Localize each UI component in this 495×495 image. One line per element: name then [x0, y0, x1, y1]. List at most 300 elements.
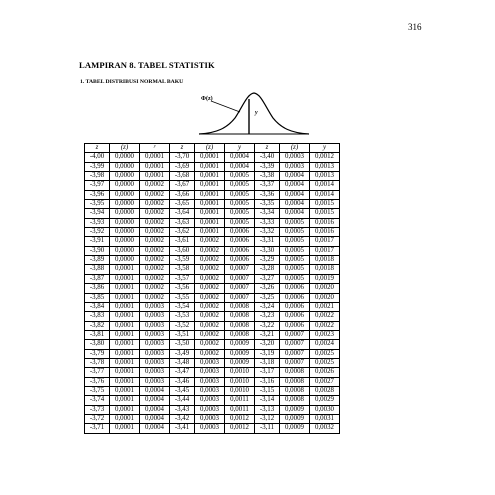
table-row [85, 162, 340, 171]
table-cell: 0,0006 [280, 321, 310, 330]
table-cell: -3,59 [170, 256, 195, 265]
table-cell: 0,0000 [110, 190, 140, 199]
table-row [85, 386, 340, 395]
table-cell: -3,23 [255, 312, 280, 321]
table-cell: 0,0002 [195, 256, 225, 265]
table-cell: 0,0013 [310, 162, 340, 171]
table-cell: 0,0022 [310, 321, 340, 330]
table-cell: 0,0005 [280, 237, 310, 246]
table-cell: 0,0019 [310, 274, 340, 283]
table-cell: 0,0005 [280, 256, 310, 265]
table-cell: -3,32 [255, 228, 280, 237]
table-cell: 0,0005 [280, 246, 310, 255]
table-cell: 0,0003 [140, 321, 170, 330]
table-cell: 0,0012 [225, 414, 255, 423]
table-cell: 0,0011 [225, 405, 255, 414]
table-cell: 0,0008 [225, 312, 255, 321]
table-cell: -3,70 [170, 153, 195, 162]
table-cell: 0,0005 [225, 209, 255, 218]
table-cell: -3,31 [255, 237, 280, 246]
table-cell: 0,0007 [280, 349, 310, 358]
table-cell: 0,0000 [110, 246, 140, 255]
table-cell: 0,0014 [310, 190, 340, 199]
table-cell: 0,0007 [225, 284, 255, 293]
table-cell: 0,0003 [140, 358, 170, 367]
table-cell: 0,0032 [310, 424, 340, 433]
table-cell: 0,0029 [310, 396, 340, 405]
table-cell: -3,16 [255, 377, 280, 386]
table-cell: 0,0008 [225, 330, 255, 339]
table-cell: 0,0001 [110, 377, 140, 386]
table-cell: 0,0017 [310, 237, 340, 246]
section-subtitle: 1. TABEL DISTRIBUSI NORMAL BAKU [80, 79, 184, 85]
table-row [85, 274, 340, 283]
table-cell: 0,0001 [110, 312, 140, 321]
table-cell: 0,0004 [225, 162, 255, 171]
table-cell: 0,0006 [225, 246, 255, 255]
table-cell: 0,0006 [225, 237, 255, 246]
table-cell: 0,0003 [195, 368, 225, 377]
column-header-y-header-1: ʸ [140, 144, 170, 153]
y-label: y [255, 110, 258, 116]
table-cell: 0,0025 [310, 358, 340, 367]
table-cell: 0,0002 [140, 237, 170, 246]
table-cell: 0,0010 [225, 368, 255, 377]
table-cell: 0,0003 [195, 396, 225, 405]
table-cell: 0,0005 [280, 274, 310, 283]
table-cell: 0,0009 [280, 405, 310, 414]
table-cell: 0,0001 [140, 162, 170, 171]
table-cell: 0,0005 [225, 200, 255, 209]
table-cell: -3,84 [85, 302, 110, 311]
table-cell: 0,0003 [195, 414, 225, 423]
table-cell: 0,0001 [140, 153, 170, 162]
table-cell: 0,0004 [140, 386, 170, 395]
table-cell: -3,63 [170, 218, 195, 227]
table-cell: 0,0001 [110, 321, 140, 330]
table-cell: -3,71 [85, 424, 110, 433]
table-cell: 0,0001 [110, 386, 140, 395]
table-cell: -3,95 [85, 200, 110, 209]
table-cell: 0,0003 [140, 368, 170, 377]
table-cell: -3,14 [255, 396, 280, 405]
normal-distribution-table [84, 143, 340, 434]
table-cell: 0,0020 [310, 293, 340, 302]
table-cell: 0,0005 [280, 218, 310, 227]
table-cell: 0,0002 [195, 284, 225, 293]
table-cell: 0,0015 [310, 209, 340, 218]
table-cell: -3,62 [170, 228, 195, 237]
table-cell: 0,0009 [225, 340, 255, 349]
table-row [85, 153, 340, 162]
table-cell: -3,42 [170, 414, 195, 423]
table-cell: -3,51 [170, 330, 195, 339]
table-cell: -3,99 [85, 162, 110, 171]
table-cell: 0,0002 [140, 181, 170, 190]
table-cell: -3,87 [85, 274, 110, 283]
column-header-phi-header-2: (z) [195, 144, 225, 153]
table-cell: 0,0000 [110, 256, 140, 265]
table-cell: 0,0010 [225, 386, 255, 395]
table-cell: -3,34 [255, 209, 280, 218]
table-row [85, 284, 340, 293]
table-row [85, 209, 340, 218]
table-cell: -3,66 [170, 190, 195, 199]
table-cell: -3,49 [170, 349, 195, 358]
table-cell: 0,0006 [280, 302, 310, 311]
table-cell: -3,13 [255, 405, 280, 414]
table-cell: 0,0002 [195, 312, 225, 321]
table-header-row [85, 144, 340, 153]
table-row [85, 349, 340, 358]
table-cell: 0,0005 [280, 228, 310, 237]
page-number: 316 [408, 22, 422, 32]
table-cell: 0,0008 [225, 321, 255, 330]
table-cell: 0,0003 [140, 330, 170, 339]
table-cell: -3,36 [255, 190, 280, 199]
table-cell: -3,94 [85, 209, 110, 218]
table-cell: -3,26 [255, 284, 280, 293]
table-cell: 0,0003 [195, 377, 225, 386]
table-cell: 0,0001 [195, 162, 225, 171]
table-row [85, 321, 340, 330]
table-row [85, 312, 340, 321]
table-cell: 0,0002 [195, 340, 225, 349]
table-cell: 0,0024 [310, 340, 340, 349]
table-cell: 0,0001 [195, 190, 225, 199]
table-cell: 0,0001 [195, 172, 225, 181]
table-cell: 0,0002 [140, 200, 170, 209]
table-cell: 0,0002 [195, 321, 225, 330]
table-cell: 0,0000 [110, 153, 140, 162]
table-cell: 0,0002 [140, 246, 170, 255]
table-cell: -3,88 [85, 265, 110, 274]
table-cell: -3,89 [85, 256, 110, 265]
table-cell: 0,0001 [110, 265, 140, 274]
table-cell: 0,0001 [110, 284, 140, 293]
table-cell: -3,39 [255, 162, 280, 171]
table-cell: 0,0008 [280, 386, 310, 395]
table-cell: 0,0005 [225, 190, 255, 199]
table-cell: -3,78 [85, 358, 110, 367]
table-cell: -3,80 [85, 340, 110, 349]
table-cell: 0,0002 [140, 274, 170, 283]
table-cell: -3,20 [255, 340, 280, 349]
table-cell: 0,0004 [280, 181, 310, 190]
table-row [85, 414, 340, 423]
table-cell: -3,45 [170, 386, 195, 395]
table-cell: 0,0001 [110, 396, 140, 405]
table-row [85, 302, 340, 311]
table-cell: 0,0006 [280, 312, 310, 321]
table-cell: -3,35 [255, 200, 280, 209]
table-cell: 0,0027 [310, 377, 340, 386]
table-cell: 0,0001 [110, 274, 140, 283]
table-cell: -3,72 [85, 414, 110, 423]
table-cell: 0,0005 [225, 172, 255, 181]
table-cell: 0,0026 [310, 368, 340, 377]
table-row [85, 340, 340, 349]
column-header-y-header-3: y [310, 144, 340, 153]
table-cell: -3,91 [85, 237, 110, 246]
table-cell: 0,0021 [310, 302, 340, 311]
table-cell: -3,21 [255, 330, 280, 339]
table-cell: -3,85 [85, 293, 110, 302]
table-cell: 0,0001 [110, 293, 140, 302]
table-cell: 0,0005 [280, 265, 310, 274]
table-cell: -3,27 [255, 274, 280, 283]
table-cell: 0,0003 [140, 340, 170, 349]
table-cell: -3,82 [85, 321, 110, 330]
table-cell: -3,77 [85, 368, 110, 377]
table-cell: 0,0002 [195, 237, 225, 246]
table-cell: 0,0002 [195, 274, 225, 283]
table-cell: 0,0008 [280, 368, 310, 377]
column-header-z-header-1: z [85, 144, 110, 153]
table-cell: 0,0002 [140, 228, 170, 237]
table-cell: -3,64 [170, 209, 195, 218]
table-cell: 0,0004 [280, 172, 310, 181]
table-cell: 0,0002 [140, 265, 170, 274]
table-cell: 0,0002 [195, 246, 225, 255]
table-cell: 0,0004 [140, 414, 170, 423]
table-cell: 0,0010 [225, 377, 255, 386]
table-body [85, 153, 340, 433]
table-cell: -3,24 [255, 302, 280, 311]
table-cell: 0,0001 [110, 368, 140, 377]
table-cell: -4,00 [85, 153, 110, 162]
table-cell: -3,47 [170, 368, 195, 377]
table-cell: 0,0002 [140, 256, 170, 265]
table-cell: 0,0006 [225, 228, 255, 237]
table-cell: -3,28 [255, 265, 280, 274]
table-cell: 0,0016 [310, 228, 340, 237]
table-cell: 0,0003 [195, 358, 225, 367]
table-row [85, 190, 340, 199]
table-cell: 0,0003 [195, 405, 225, 414]
table-cell: 0,0000 [110, 228, 140, 237]
table-cell: 0,0004 [280, 209, 310, 218]
table-row [85, 293, 340, 302]
table-cell: 0,0001 [110, 349, 140, 358]
table-cell: 0,0000 [110, 200, 140, 209]
table-cell: 0,0002 [140, 218, 170, 227]
table-cell: 0,0000 [110, 237, 140, 246]
table-cell: -3,40 [255, 153, 280, 162]
table-cell: -3,30 [255, 246, 280, 255]
table-row [85, 424, 340, 433]
table-cell: 0,0007 [280, 358, 310, 367]
table-cell: -3,90 [85, 246, 110, 255]
table-cell: 0,0001 [195, 209, 225, 218]
table-row [85, 228, 340, 237]
table-cell: 0,0031 [310, 414, 340, 423]
table-cell: 0,0004 [280, 190, 310, 199]
table-cell: 0,0015 [310, 200, 340, 209]
table-cell: -3,22 [255, 321, 280, 330]
table-row [85, 405, 340, 414]
table-cell: 0,0006 [225, 256, 255, 265]
table-cell: -3,44 [170, 396, 195, 405]
column-header-phi-header-1: (z) [110, 144, 140, 153]
table-cell: 0,0002 [195, 265, 225, 274]
table-cell: 0,0001 [195, 181, 225, 190]
table-cell: 0,0001 [110, 424, 140, 433]
table-cell: 0,0004 [225, 153, 255, 162]
table-cell: -3,41 [170, 424, 195, 433]
table-row [85, 265, 340, 274]
table-row [85, 358, 340, 367]
table-cell: 0,0001 [195, 228, 225, 237]
table-cell: 0,0012 [310, 153, 340, 162]
table-cell: 0,0001 [110, 405, 140, 414]
table-cell: 0,0006 [280, 284, 310, 293]
table-cell: 0,0003 [195, 424, 225, 433]
table-cell: -3,12 [255, 414, 280, 423]
table-cell: 0,0006 [280, 293, 310, 302]
table-cell: -3,56 [170, 284, 195, 293]
table-cell: 0,0003 [140, 377, 170, 386]
table-cell: -3,46 [170, 377, 195, 386]
table-cell: 0,0007 [280, 330, 310, 339]
table-cell: -3,98 [85, 172, 110, 181]
table-cell: -3,92 [85, 228, 110, 237]
table-cell: 0,0001 [110, 302, 140, 311]
table-cell: -3,11 [255, 424, 280, 433]
column-header-phi-header-3: (z) [280, 144, 310, 153]
table-cell: -3,83 [85, 312, 110, 321]
table-cell: 0,0017 [310, 246, 340, 255]
table-cell: -3,97 [85, 181, 110, 190]
table-cell: 0,0013 [310, 172, 340, 181]
table-cell: -3,37 [255, 181, 280, 190]
table-row [85, 181, 340, 190]
table-cell: -3,58 [170, 265, 195, 274]
table-cell: 0,0009 [280, 414, 310, 423]
table-cell: -3,79 [85, 349, 110, 358]
table-cell: 0,0008 [280, 377, 310, 386]
table-cell: -3,68 [170, 172, 195, 181]
table-row [85, 396, 340, 405]
table-cell: 0,0028 [310, 386, 340, 395]
table-cell: 0,0002 [195, 293, 225, 302]
table-cell: -3,38 [255, 172, 280, 181]
table-cell: 0,0012 [225, 424, 255, 433]
table-cell: 0,0016 [310, 218, 340, 227]
table-cell: 0,0003 [195, 386, 225, 395]
table-cell: 0,0002 [195, 349, 225, 358]
table-cell: -3,67 [170, 181, 195, 190]
table-cell: 0,0001 [110, 358, 140, 367]
table-cell: 0,0001 [140, 172, 170, 181]
table-cell: 0,0030 [310, 405, 340, 414]
table-cell: -3,76 [85, 377, 110, 386]
table-cell: -3,69 [170, 162, 195, 171]
normal-curve-figure [197, 88, 311, 136]
table-cell: 0,0003 [280, 162, 310, 171]
table-cell: 0,0022 [310, 312, 340, 321]
column-header-z-header-3: z [255, 144, 280, 153]
table-cell: -3,52 [170, 321, 195, 330]
table-cell: 0,0004 [140, 424, 170, 433]
table-cell: -3,75 [85, 386, 110, 395]
table-cell: 0,0002 [195, 330, 225, 339]
table-cell: 0,0002 [140, 293, 170, 302]
table-cell: 0,0001 [110, 330, 140, 339]
table-cell: -3,18 [255, 358, 280, 367]
table-cell: 0,0001 [195, 218, 225, 227]
table-cell: 0,0023 [310, 330, 340, 339]
table-cell: -3,65 [170, 200, 195, 209]
table-cell: 0,0002 [140, 190, 170, 199]
table-cell: 0,0001 [110, 414, 140, 423]
table-cell: 0,0009 [225, 358, 255, 367]
phi-label: Φ(z) [201, 96, 213, 102]
table-cell: 0,0025 [310, 349, 340, 358]
table-cell: -3,93 [85, 218, 110, 227]
table-cell: 0,0018 [310, 256, 340, 265]
table-cell: 0,0003 [140, 349, 170, 358]
table-row [85, 377, 340, 386]
table-cell: -3,15 [255, 386, 280, 395]
table-cell: 0,0000 [110, 181, 140, 190]
table-cell: 0,0007 [280, 340, 310, 349]
table-row [85, 368, 340, 377]
table-cell: 0,0002 [195, 302, 225, 311]
table-row [85, 256, 340, 265]
table-cell: -3,25 [255, 293, 280, 302]
column-header-y-header-2: y [225, 144, 255, 153]
table-cell: 0,0008 [280, 396, 310, 405]
table-cell: -3,73 [85, 405, 110, 414]
table-cell: 0,0000 [110, 218, 140, 227]
table-cell: 0,0008 [225, 302, 255, 311]
table-cell: 0,0007 [225, 293, 255, 302]
table-cell: 0,0003 [140, 302, 170, 311]
table-cell: 0,0001 [195, 200, 225, 209]
table-cell: -3,48 [170, 358, 195, 367]
table-cell: 0,0000 [110, 209, 140, 218]
table-cell: 0,0020 [310, 284, 340, 293]
table-cell: 0,0003 [280, 153, 310, 162]
table-cell: -3,33 [255, 218, 280, 227]
table-cell: 0,0014 [310, 181, 340, 190]
table-cell: -3,74 [85, 396, 110, 405]
table-cell: -3,19 [255, 349, 280, 358]
table-cell: -3,60 [170, 246, 195, 255]
table-row [85, 218, 340, 227]
page-title: LAMPIRAN 8. TABEL STATISTIK [79, 60, 215, 70]
table-cell: -3,81 [85, 330, 110, 339]
column-header-z-header-2: z [170, 144, 195, 153]
table-row [85, 200, 340, 209]
table-row [85, 237, 340, 246]
normal-curve [199, 93, 309, 134]
table-cell: -3,17 [255, 368, 280, 377]
table-cell: -3,29 [255, 256, 280, 265]
table-cell: 0,0000 [110, 162, 140, 171]
table-cell: 0,0004 [140, 405, 170, 414]
table-cell: 0,0005 [225, 218, 255, 227]
table-cell: 0,0009 [225, 349, 255, 358]
table-row [85, 330, 340, 339]
table-cell: 0,0007 [225, 265, 255, 274]
table-cell: -3,96 [85, 190, 110, 199]
table-cell: 0,0018 [310, 265, 340, 274]
table-cell: -3,57 [170, 274, 195, 283]
table-cell: 0,0007 [225, 274, 255, 283]
table-cell: 0,0000 [110, 172, 140, 181]
